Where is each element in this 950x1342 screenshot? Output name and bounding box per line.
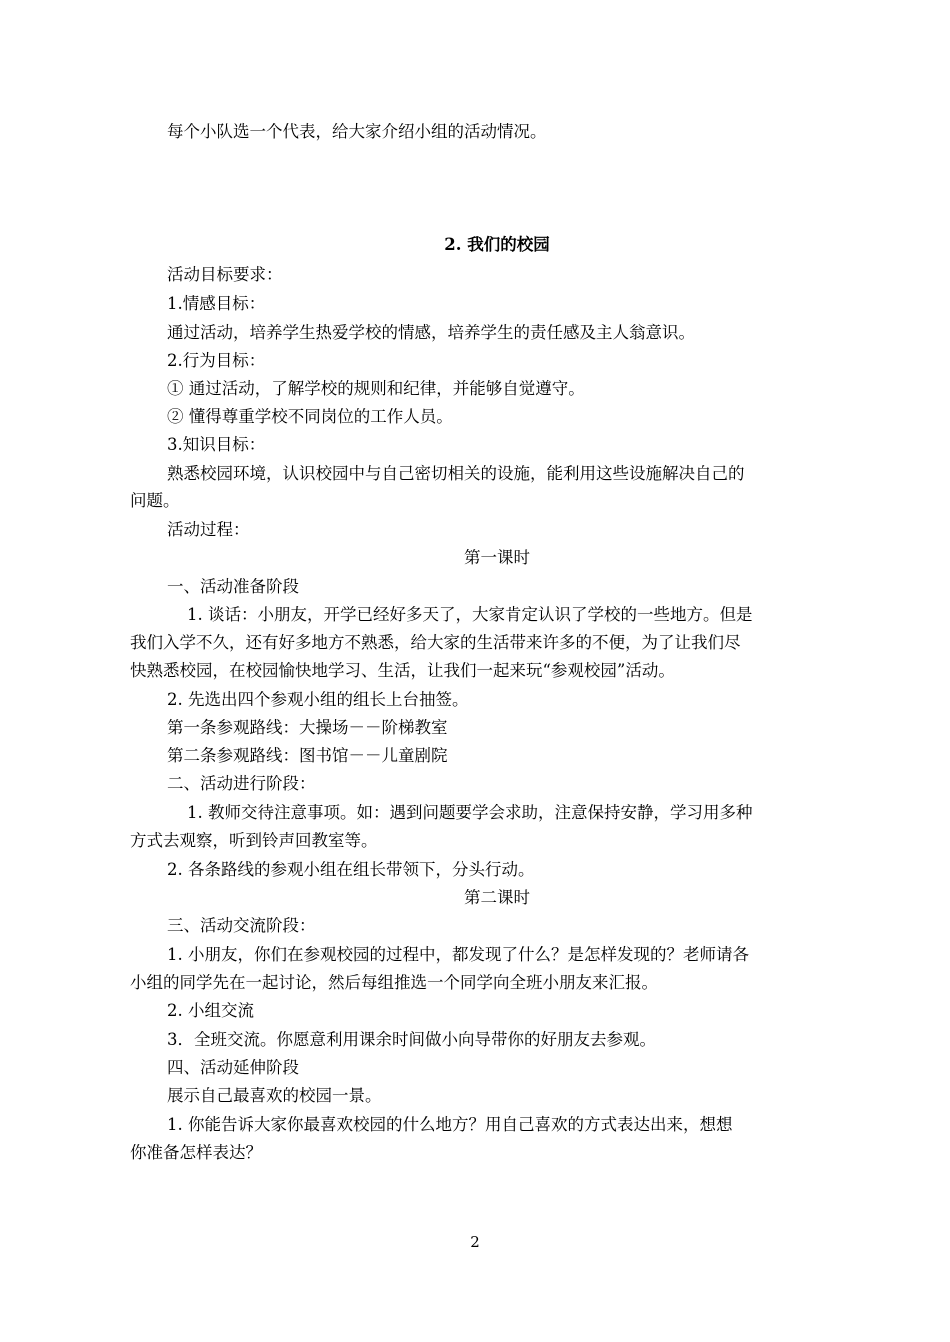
stage1-item2: 2. 先选出四个参观小组的组长上台抽签。 bbox=[167, 690, 469, 709]
section-title: 2. 我们的校园 bbox=[444, 235, 550, 254]
stage2-item1-line1: 1. 教师交待注意事项。如：遇到问题要学会求助，注意保持安静，学习用多种 bbox=[187, 803, 753, 822]
goal1-text: 通过活动，培养学生热爱学校的情感，培养学生的责任感及主人翁意识。 bbox=[167, 323, 695, 342]
stage2-heading: 二、活动进行阶段： bbox=[167, 774, 316, 793]
stage4-item1-line1: 1. 你能告诉大家你最喜欢校园的什么地方？用自己喜欢的方式表达出来，想想 bbox=[167, 1115, 733, 1134]
stage4-text: 展示自己最喜欢的校园一景。 bbox=[167, 1086, 382, 1105]
stage1-item1-line2: 我们入学不久，还有好多地方不熟悉，给大家的生活带来许多的不便，为了让我们尽 bbox=[130, 633, 741, 652]
route2: 第二条参观路线：图书馆－－儿童剧院 bbox=[167, 746, 448, 765]
goal1-heading: 1.情感目标： bbox=[167, 294, 266, 313]
goal3-text-line1: 熟悉校园环境，认识校园中与自己密切相关的设施，能利用这些设施解决自己的 bbox=[167, 464, 745, 483]
goals-heading: 活动目标要求： bbox=[167, 265, 283, 284]
stage4-item1-line2: 你准备怎样表达？ bbox=[130, 1143, 262, 1162]
stage1-item1-line3: 快熟悉校园，在校园愉快地学习、生活，让我们一起来玩“参观校园”活动。 bbox=[130, 661, 675, 680]
goal2-heading: 2.行为目标： bbox=[167, 351, 266, 370]
goal3-text-line2: 问题。 bbox=[130, 491, 180, 510]
lesson1-heading: 第一课时 bbox=[464, 548, 530, 567]
intro-paragraph: 每个小队选一个代表，给大家介绍小组的活动情况。 bbox=[167, 122, 547, 141]
stage4-heading: 四、活动延伸阶段 bbox=[167, 1058, 299, 1077]
goal2-item2: ② 懂得尊重学校不同岗位的工作人员。 bbox=[167, 407, 453, 426]
page-number: 2 bbox=[470, 1233, 480, 1251]
lesson2-heading: 第二课时 bbox=[464, 888, 530, 907]
stage2-item1-line2: 方式去观察，听到铃声回教室等。 bbox=[130, 831, 378, 850]
stage3-item1-line2: 小组的同学先在一起讨论，然后每组推选一个同学向全班小朋友来汇报。 bbox=[130, 973, 658, 992]
goal3-heading: 3.知识目标： bbox=[167, 435, 266, 454]
route1: 第一条参观路线：大操场－－阶梯教室 bbox=[167, 718, 448, 737]
goal2-item1: ① 通过活动，了解学校的规则和纪律，并能够自觉遵守。 bbox=[167, 379, 585, 398]
process-heading: 活动过程： bbox=[167, 520, 250, 539]
stage1-item1-line1: 1. 谈话：小朋友，开学已经好多天了，大家肯定认识了学校的一些地方。但是 bbox=[187, 605, 753, 624]
stage3-item2: 2. 小组交流 bbox=[167, 1001, 254, 1020]
stage3-item1-line1: 1. 小朋友，你们在参观校园的过程中，都发现了什么？是怎样发现的？老师请各 bbox=[167, 945, 749, 964]
stage3-heading: 三、活动交流阶段： bbox=[167, 916, 316, 935]
stage2-item2: 2. 各条路线的参观小组在组长带领下，分头行动。 bbox=[167, 860, 535, 879]
stage3-item3: 3．全班交流。你愿意利用课余时间做小向导带你的好朋友去参观。 bbox=[167, 1030, 656, 1049]
stage1-heading: 一、活动准备阶段 bbox=[167, 577, 299, 596]
